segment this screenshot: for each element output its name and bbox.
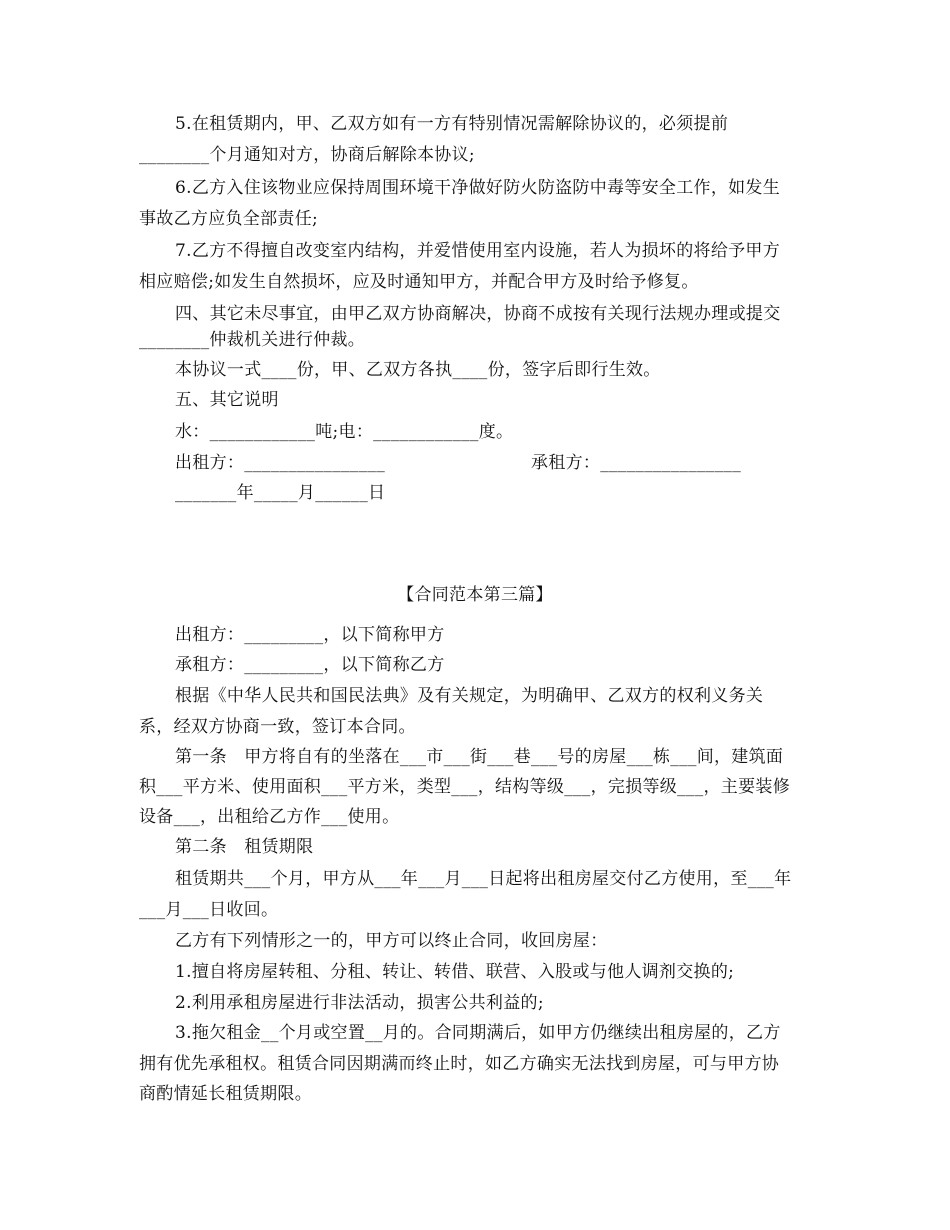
preamble-line2: 系，经双方协商一致，签订本合同。 [139, 717, 416, 737]
copies-statement: 本协议一式____份，甲、乙双方各执____份，签字后即行生效。 [175, 360, 661, 380]
item7-line1: 7.乙方不得擅自改变室内结构，并爱惜使用室内设施，若人为损坏的将给予甲方 [175, 241, 781, 261]
lessee-line: 承租方：_________，以下简称乙方 [175, 655, 445, 675]
lessor-signature: 出租方：________________ [175, 453, 385, 473]
item6-line1: 6.乙方入住该物业应保持周围环境干净做好防火防盗防中毒等安全工作，如发生 [175, 178, 781, 198]
item5-line2: ________个月通知对方，协商后解除本协议; [139, 145, 475, 165]
clause4-line2: ________仲裁机关进行仲裁。 [139, 330, 366, 350]
term-line2: ___月___日收回。 [139, 900, 279, 920]
article2-title: 第二条 租赁期限 [175, 837, 314, 857]
termination-item3-line3: 商酌情延长租赁期限。 [139, 1084, 312, 1104]
clause4-line1: 四、其它未尽事宜，由甲乙双方协商解决，协商不成按有关现行法规办理或提交 [175, 304, 781, 324]
lessor-line: 出租方：_________，以下简称甲方 [175, 625, 445, 645]
termination-intro: 乙方有下列情形之一的，甲方可以终止合同，收回房屋： [175, 931, 608, 951]
termination-item3-line2: 拥有优先承租权。租赁合同因期满而终止时，如乙方确实无法找到房屋，可与甲方协 [139, 1054, 780, 1074]
preamble-line1: 根据《中华人民共和国民法典》及有关规定，为明确甲、乙双方的权利义务关 [175, 686, 764, 706]
item7-line2: 相应赔偿;如发生自然损坏，应及时通知甲方，并配合甲方及时给予修复。 [139, 272, 699, 292]
item6-line2: 事故乙方应负全部责任; [139, 209, 319, 229]
section-title: 【合同范本第三篇】 [397, 585, 553, 605]
termination-item2: 2.利用承租房屋进行非法活动，损害公共利益的; [175, 993, 544, 1013]
term-line1: 租赁期共___个月，甲方从___年___月___日起将出租房屋交付乙方使用，至___年 [175, 869, 792, 889]
utilities-line: 水：____________吨;电：____________度。 [175, 422, 514, 442]
lessee-signature: 承租方：________________ [531, 453, 741, 473]
article1-line1: 第一条 甲方将自有的坐落在___市___街___巷___号的房屋___栋___间，建筑面 [175, 747, 784, 767]
item5-line1: 5.在租赁期内，甲、乙双方如有一方有特别情况需解除协议的，必须提前 [175, 114, 729, 134]
termination-item1: 1.擅自将房屋转租、分租、转让、转借、联营、入股或与他人调剂交换的; [175, 962, 735, 982]
date-line: _______年_____月______日 [175, 483, 386, 503]
termination-item3-line1: 3.拖欠租金__个月或空置__月的。合同期满后，如甲方仍继续出租房屋的，乙方 [175, 1023, 781, 1043]
clause5-title: 五、其它说明 [175, 390, 279, 410]
article1-line2: 积___平方米、使用面积___平方米，类型___，结构等级___，完损等级___，主要装修 [139, 777, 790, 797]
article1-line3: 设备___，出租给乙方作___使用。 [139, 807, 400, 827]
